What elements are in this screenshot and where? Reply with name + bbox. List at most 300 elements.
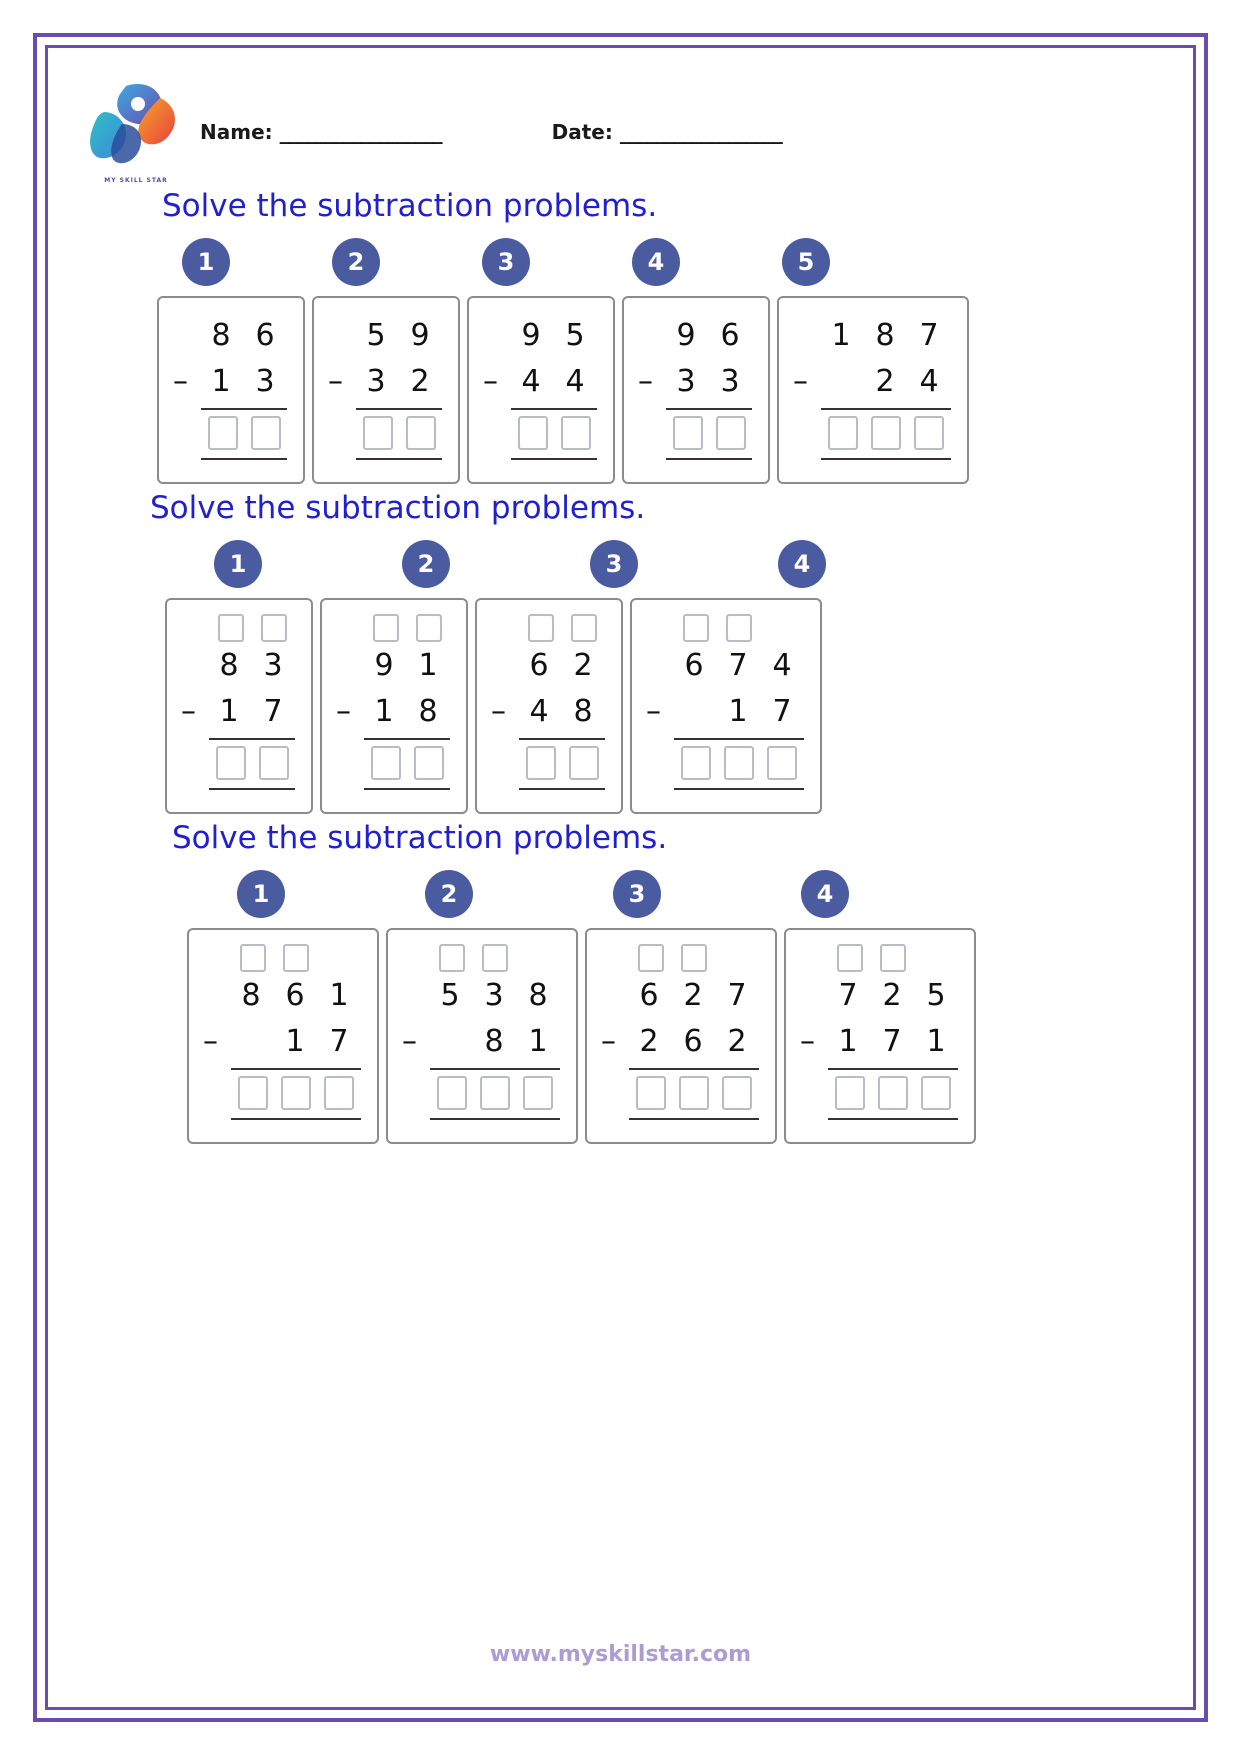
- subtrahend-digit: 2: [875, 363, 895, 399]
- answer-box[interactable]: [722, 1076, 752, 1110]
- subtrahend-digit: 8: [484, 1023, 504, 1059]
- answer-box-row: [404, 1076, 560, 1110]
- answer-box-row: [175, 416, 287, 450]
- borrow-box-row: [648, 614, 804, 642]
- answer-rule: [674, 788, 804, 790]
- subtrahend-digit: 1: [219, 693, 239, 729]
- problem-number-badges: [237, 870, 1179, 918]
- minuend-digit: 4: [772, 647, 792, 683]
- answer-rule: [828, 1118, 958, 1120]
- minus-operator: –: [491, 693, 506, 729]
- answer-box-row: [493, 746, 605, 780]
- minuend-digit: 7: [728, 647, 748, 683]
- minus-operator: –: [483, 363, 498, 399]
- minuend-digit: 3: [263, 647, 283, 683]
- borrow-box[interactable]: [681, 944, 707, 972]
- answer-rule: [821, 458, 951, 460]
- subtrahend-row: [338, 688, 450, 734]
- borrow-box-cell: [519, 614, 562, 642]
- subtrahend-digits: [199, 364, 287, 399]
- problem-badge-4: 4: [632, 238, 680, 286]
- subtrahend-digit: 1: [285, 1023, 305, 1059]
- answer-box[interactable]: [835, 1076, 865, 1110]
- answer-box[interactable]: [526, 746, 556, 780]
- minuend-digit: 9: [676, 317, 696, 353]
- answer-box[interactable]: [523, 1076, 553, 1110]
- problem-number-badges: [182, 238, 1179, 286]
- subtrahend-row: [330, 358, 442, 404]
- minuend-digit: 1: [418, 647, 438, 683]
- answer-box-row: [795, 416, 951, 450]
- answer-box-cell: [915, 1076, 958, 1110]
- answer-rule: [666, 458, 752, 460]
- answer-box[interactable]: [363, 416, 393, 450]
- answer-box[interactable]: [871, 416, 901, 450]
- answer-box[interactable]: [767, 746, 797, 780]
- minuend-digit: 6: [720, 317, 740, 353]
- minuend-digit: 9: [521, 317, 541, 353]
- subtrahend-digit: 1: [926, 1023, 946, 1059]
- minus-operator: –: [601, 1023, 616, 1059]
- problem-badge-3: 3: [613, 870, 661, 918]
- answer-box[interactable]: [724, 746, 754, 780]
- problem-card[interactable]: [467, 296, 615, 484]
- subtrahend-row: [404, 1018, 560, 1064]
- problem-badge-2: 2: [402, 540, 450, 588]
- problem-rule: [231, 1068, 361, 1070]
- subtrahend-digits: [819, 364, 951, 399]
- answer-box[interactable]: [636, 1076, 666, 1110]
- answer-box[interactable]: [406, 416, 436, 450]
- answer-box-cell: [717, 746, 760, 780]
- answer-box[interactable]: [828, 416, 858, 450]
- problem-badge-4: 4: [778, 540, 826, 588]
- name-field: [200, 120, 442, 144]
- answer-box-cell: [201, 416, 244, 450]
- minuend-digit: 6: [684, 647, 704, 683]
- answer-box-cell: [828, 1076, 871, 1110]
- answer-box-row: [603, 1076, 759, 1110]
- problem-rule: [201, 408, 287, 410]
- answer-box[interactable]: [569, 746, 599, 780]
- minuend-digits: [354, 318, 442, 353]
- minuend-digit: 1: [329, 977, 349, 1013]
- subtrahend-digit: 2: [410, 363, 430, 399]
- problem-section-2: [62, 490, 1179, 814]
- subtrahend-digit: 1: [374, 693, 394, 729]
- answer-box[interactable]: [324, 1076, 354, 1110]
- borrow-box[interactable]: [416, 614, 442, 642]
- problem-rule: [519, 738, 605, 740]
- borrow-box[interactable]: [240, 944, 266, 972]
- borrow-box-row: [183, 614, 295, 642]
- subtrahend-digit: 3: [676, 363, 696, 399]
- borrow-box-cell: [871, 944, 914, 972]
- answer-box-cell: [871, 1076, 914, 1110]
- borrow-box-row: [205, 944, 361, 972]
- minuend-row: [183, 642, 295, 688]
- borrow-box-cell: [761, 614, 804, 642]
- minuend-row: [338, 642, 450, 688]
- answer-box-cell: [674, 746, 717, 780]
- minuend-digits: [207, 648, 295, 683]
- minuend-digit: 2: [882, 977, 902, 1013]
- borrow-box-cell: [629, 944, 672, 972]
- answer-box-cell: [399, 416, 442, 450]
- answer-box[interactable]: [716, 416, 746, 450]
- subtrahend-digits: [229, 1024, 361, 1059]
- section-title: Solve the subtraction problems.: [172, 820, 668, 856]
- answer-box-cell: [473, 1076, 516, 1110]
- borrow-box-cell: [473, 944, 516, 972]
- borrow-box[interactable]: [726, 614, 752, 642]
- answer-box[interactable]: [251, 416, 281, 450]
- subtrahend-digit: 7: [882, 1023, 902, 1059]
- date-blank-line[interactable]: __________________: [619, 120, 782, 144]
- borrow-box[interactable]: [218, 614, 244, 642]
- problem-cards: [157, 296, 1179, 484]
- problem-rule: [511, 408, 597, 410]
- answer-box[interactable]: [281, 1076, 311, 1110]
- answer-rule: [629, 1118, 759, 1120]
- subtrahend-row: [640, 358, 752, 404]
- subtrahend-row: [795, 358, 951, 404]
- subtrahend-digit: 4: [521, 363, 541, 399]
- minuend-digits: [517, 648, 605, 683]
- answer-box-cell: [761, 746, 804, 780]
- borrow-box-cell: [674, 614, 717, 642]
- answer-box-cell: [430, 1076, 473, 1110]
- answer-box-row: [330, 416, 442, 450]
- minuend-row: [205, 972, 361, 1018]
- section-title: Solve the subtraction problems.: [162, 188, 658, 224]
- problem-card[interactable]: [622, 296, 770, 484]
- answer-box-cell: [407, 746, 450, 780]
- borrow-box[interactable]: [683, 614, 709, 642]
- borrow-box-cell: [407, 614, 450, 642]
- answer-box[interactable]: [480, 1076, 510, 1110]
- problem-section-1: [62, 188, 1179, 484]
- answer-box-cell: [511, 416, 554, 450]
- minuend-digits: [664, 318, 752, 353]
- problem-badge-3: 3: [482, 238, 530, 286]
- answer-box-row: [338, 746, 450, 780]
- borrow-box-cell: [828, 944, 871, 972]
- borrow-box-cell: [209, 614, 252, 642]
- problem-badge-2: 2: [332, 238, 380, 286]
- minus-operator: –: [181, 693, 196, 729]
- minus-operator: –: [638, 363, 653, 399]
- problem-card[interactable]: [784, 928, 976, 1144]
- answer-box-row: [485, 416, 597, 450]
- worksheet-content: [62, 62, 1179, 1693]
- minuend-row: [330, 312, 442, 358]
- answer-box[interactable]: [878, 1076, 908, 1110]
- subtrahend-digit: 3: [366, 363, 386, 399]
- borrow-box[interactable]: [373, 614, 399, 642]
- subtrahend-row: [205, 1018, 361, 1064]
- problem-number-badges: [214, 540, 1179, 588]
- borrow-box-cell: [274, 944, 317, 972]
- problem-card[interactable]: [585, 928, 777, 1144]
- minuend-digits: [627, 978, 759, 1013]
- minuend-row: [404, 972, 560, 1018]
- answer-box[interactable]: [921, 1076, 951, 1110]
- answer-box-cell: [672, 1076, 715, 1110]
- name-blank-line[interactable]: __________________: [279, 120, 442, 144]
- minus-operator: –: [173, 363, 188, 399]
- borrow-box-cell: [915, 944, 958, 972]
- subtrahend-row: [493, 688, 605, 734]
- answer-box[interactable]: [914, 416, 944, 450]
- problem-cards: [165, 598, 1179, 814]
- minuend-digits: [229, 978, 361, 1013]
- subtrahend-digit: 1: [528, 1023, 548, 1059]
- minuend-row: [648, 642, 804, 688]
- answer-box-cell: [629, 1076, 672, 1110]
- problem-card[interactable]: [312, 296, 460, 484]
- sections-host: [62, 188, 1179, 1144]
- minus-operator: –: [336, 693, 351, 729]
- minuend-digit: 5: [565, 317, 585, 353]
- subtrahend-digit: 6: [683, 1023, 703, 1059]
- borrow-box-cell: [231, 944, 274, 972]
- minuend-row: [493, 642, 605, 688]
- subtrahend-row: [802, 1018, 958, 1064]
- answer-box-cell: [517, 1076, 560, 1110]
- problem-section-3: [62, 820, 1179, 1144]
- minuend-digit: 8: [241, 977, 261, 1013]
- borrow-box[interactable]: [880, 944, 906, 972]
- problem-card[interactable]: [475, 598, 623, 814]
- subtrahend-digits: [517, 694, 605, 729]
- answer-box-cell: [364, 746, 407, 780]
- borrow-box-row: [493, 614, 605, 642]
- problem-rule: [430, 1068, 560, 1070]
- minuend-digit: 7: [838, 977, 858, 1013]
- borrow-box-cell: [672, 944, 715, 972]
- name-date-row: [190, 120, 1159, 144]
- subtrahend-row: [648, 688, 804, 734]
- minuend-digit: 6: [529, 647, 549, 683]
- answer-rule: [519, 788, 605, 790]
- borrow-box-cell: [562, 614, 605, 642]
- minuend-digit: 6: [255, 317, 275, 353]
- answer-box-cell: [562, 746, 605, 780]
- subtrahend-digits: [664, 364, 752, 399]
- minuend-digits: [826, 978, 958, 1013]
- problem-rule: [828, 1068, 958, 1070]
- answer-box[interactable]: [216, 746, 246, 780]
- subtrahend-digit: 1: [728, 693, 748, 729]
- minuend-digit: 7: [727, 977, 747, 1013]
- subtrahend-digit: 3: [255, 363, 275, 399]
- minuend-row: [795, 312, 951, 358]
- problem-rule: [666, 408, 752, 410]
- problem-card[interactable]: [187, 928, 379, 1144]
- answer-rule: [511, 458, 597, 460]
- minuend-digit: 2: [683, 977, 703, 1013]
- minuend-digit: 5: [926, 977, 946, 1013]
- borrow-box[interactable]: [283, 944, 309, 972]
- subtrahend-digit: 4: [919, 363, 939, 399]
- minuend-row: [802, 972, 958, 1018]
- subtrahend-digit: 2: [727, 1023, 747, 1059]
- answer-box[interactable]: [371, 746, 401, 780]
- answer-box-row: [648, 746, 804, 780]
- problem-badge-1: 1: [182, 238, 230, 286]
- minuend-digit: 8: [211, 317, 231, 353]
- answer-box-cell: [209, 746, 252, 780]
- subtrahend-row: [603, 1018, 759, 1064]
- answer-box[interactable]: [673, 416, 703, 450]
- minus-operator: –: [800, 1023, 815, 1059]
- subtrahend-digit: 1: [838, 1023, 858, 1059]
- answer-rule: [430, 1118, 560, 1120]
- subtrahend-digit: [229, 1024, 273, 1059]
- answer-box-cell: [318, 1076, 361, 1110]
- answer-box-cell: [252, 746, 295, 780]
- minus-operator: –: [328, 363, 343, 399]
- problem-badge-1: 1: [237, 870, 285, 918]
- answer-box-row: [205, 1076, 361, 1110]
- footer-url: www.myskillstar.com: [489, 1642, 752, 1667]
- borrow-box[interactable]: [571, 614, 597, 642]
- minus-operator: –: [646, 693, 661, 729]
- answer-box-cell: [554, 416, 597, 450]
- problem-card[interactable]: [320, 598, 468, 814]
- minuend-digit: 7: [919, 317, 939, 353]
- subtrahend-digits: [207, 694, 295, 729]
- borrow-box[interactable]: [482, 944, 508, 972]
- answer-box-cell: [908, 416, 951, 450]
- subtrahend-digit: 4: [529, 693, 549, 729]
- answer-rule: [356, 458, 442, 460]
- answer-box[interactable]: [679, 1076, 709, 1110]
- minuend-row: [640, 312, 752, 358]
- subtrahend-digit: 7: [772, 693, 792, 729]
- problem-badge-4: 4: [801, 870, 849, 918]
- borrow-box[interactable]: [528, 614, 554, 642]
- borrow-box[interactable]: [261, 614, 287, 642]
- answer-box-cell: [666, 416, 709, 450]
- borrow-box-cell: [252, 614, 295, 642]
- problem-badge-5: 5: [782, 238, 830, 286]
- answer-box[interactable]: [414, 746, 444, 780]
- borrow-box-row: [603, 944, 759, 972]
- answer-box-cell: [716, 1076, 759, 1110]
- problem-card[interactable]: [386, 928, 578, 1144]
- subtrahend-digit: [819, 364, 863, 399]
- problem-rule: [364, 738, 450, 740]
- answer-box[interactable]: [518, 416, 548, 450]
- brand-logo: [82, 78, 190, 186]
- problem-card[interactable]: [165, 598, 313, 814]
- minus-operator: –: [793, 363, 808, 399]
- date-label: Date:: [551, 120, 613, 144]
- minuend-digit: 9: [410, 317, 430, 353]
- problem-card[interactable]: [630, 598, 822, 814]
- minuend-digit: 5: [366, 317, 386, 353]
- subtrahend-digit: 7: [263, 693, 283, 729]
- answer-box-row: [183, 746, 295, 780]
- subtrahend-digit: 4: [565, 363, 585, 399]
- answer-box[interactable]: [681, 746, 711, 780]
- subtrahend-digit: [428, 1024, 472, 1059]
- answer-box[interactable]: [208, 416, 238, 450]
- subtrahend-row: [485, 358, 597, 404]
- subtrahend-digits: [354, 364, 442, 399]
- answer-box-cell: [864, 416, 907, 450]
- problem-card[interactable]: [157, 296, 305, 484]
- worksheet-header: [62, 62, 1179, 182]
- borrow-box-row: [404, 944, 560, 972]
- answer-box[interactable]: [561, 416, 591, 450]
- answer-box[interactable]: [437, 1076, 467, 1110]
- section-title: Solve the subtraction problems.: [150, 490, 646, 526]
- answer-box-cell: [274, 1076, 317, 1110]
- name-label: Name:: [200, 120, 273, 144]
- subtrahend-digits: [509, 364, 597, 399]
- minuend-digit: 6: [639, 977, 659, 1013]
- answer-box-cell: [244, 416, 287, 450]
- subtrahend-digits: [362, 694, 450, 729]
- problem-badge-1: 1: [214, 540, 262, 588]
- problem-rule: [629, 1068, 759, 1070]
- answer-box-row: [640, 416, 752, 450]
- borrow-box-row: [338, 614, 450, 642]
- answer-rule: [209, 788, 295, 790]
- borrow-box-cell: [430, 944, 473, 972]
- subtrahend-digits: [826, 1024, 958, 1059]
- minuend-digit: 6: [285, 977, 305, 1013]
- problem-card[interactable]: [777, 296, 969, 484]
- problem-rule: [356, 408, 442, 410]
- answer-rule: [364, 788, 450, 790]
- borrow-box-cell: [717, 614, 760, 642]
- subtrahend-digit: 7: [329, 1023, 349, 1059]
- minuend-digit: 1: [831, 317, 851, 353]
- subtrahend-row: [175, 358, 287, 404]
- problem-rule: [821, 408, 951, 410]
- subtrahend-digit: [672, 694, 716, 729]
- minuend-digit: 5: [440, 977, 460, 1013]
- subtrahend-digit: 8: [418, 693, 438, 729]
- problem-rule: [209, 738, 295, 740]
- minuend-digits: [819, 318, 951, 353]
- borrow-box[interactable]: [439, 944, 465, 972]
- date-field: [552, 120, 782, 144]
- borrow-box-cell: [716, 944, 759, 972]
- answer-box-cell: [821, 416, 864, 450]
- answer-box[interactable]: [238, 1076, 268, 1110]
- borrow-box-cell: [318, 944, 361, 972]
- borrow-box[interactable]: [638, 944, 664, 972]
- minus-operator: –: [203, 1023, 218, 1059]
- brand-logo-text: MY SKILL STAR: [104, 177, 168, 184]
- minuend-digits: [362, 648, 450, 683]
- minuend-row: [603, 972, 759, 1018]
- answer-box-cell: [231, 1076, 274, 1110]
- minuend-digit: 8: [528, 977, 548, 1013]
- subtrahend-row: [183, 688, 295, 734]
- borrow-box[interactable]: [837, 944, 863, 972]
- minuend-digit: 8: [875, 317, 895, 353]
- minuend-row: [175, 312, 287, 358]
- borrow-box-row: [802, 944, 958, 972]
- answer-box[interactable]: [259, 746, 289, 780]
- answer-box-row: [802, 1076, 958, 1110]
